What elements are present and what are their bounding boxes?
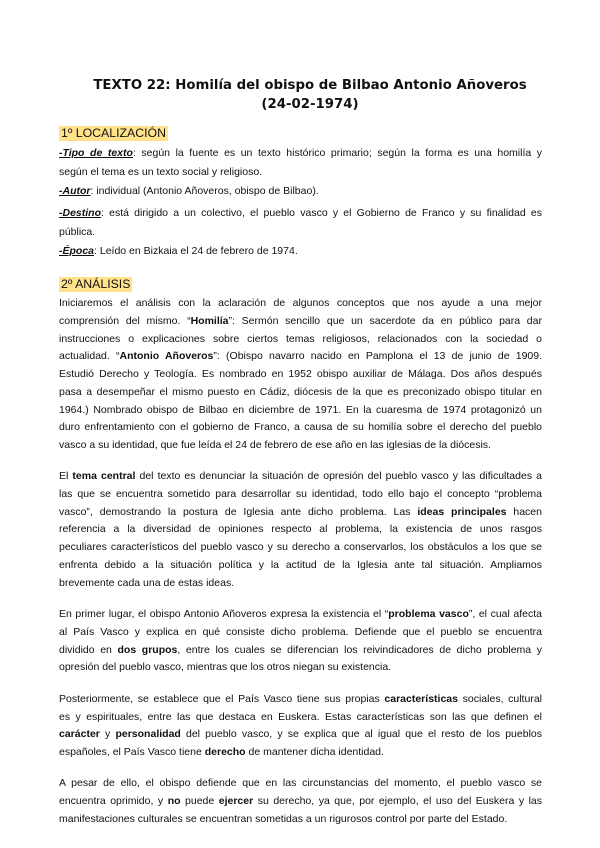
- p4-line: [59, 745, 542, 759]
- p3-line: [59, 643, 542, 657]
- loc-destino-line-2: pública.: [59, 226, 96, 238]
- text-span: del texto es denunciar la situación de opresión del pueblo vasco y las dificultades a: [135, 470, 542, 482]
- term-ejercer: ejercer: [218, 795, 254, 807]
- text-span: del pueblo vasco, y se explica que al igual que el resto de los pueblos: [180, 728, 542, 740]
- term-dos-grupos: dos grupos: [117, 644, 178, 656]
- p2-line: brevemente cada una de estas ideas.: [59, 577, 235, 589]
- term-derecho: derecho: [204, 746, 246, 758]
- p2-line: [59, 469, 542, 483]
- p3-line: al País Vasco y explica en qué consiste dicho problema. Defiende que el pueblo se encuentra: [59, 626, 542, 638]
- text-span: ”: (Obispo navarro nacido en Pamplona el 13 de junio de 1909.: [213, 350, 542, 362]
- p1-line: duro enfrentamiento con el gobierno de Franco, a causa de su homilía sobre el derecho del pueblo: [59, 421, 542, 433]
- loc-tipo-text: : según la fuente es un texto histórico primario; según la forma es una homilía y: [132, 147, 542, 159]
- term-no: no: [167, 795, 181, 807]
- loc-epoca-label: -Época: [59, 245, 95, 257]
- p1-line: [59, 314, 542, 328]
- p4-line: [59, 727, 542, 741]
- p5-line: A pesar de ello, el obispo defiende que en las circunstancias del momento, el pueblo vasco se: [59, 777, 542, 789]
- text-span: dividido en: [59, 644, 118, 656]
- loc-autor-label: -Autor: [59, 185, 91, 197]
- term-problema-vasco: problema vasco: [388, 608, 469, 620]
- p2-line: enfrenta debido a la situación política y la actitud de la Iglesia ante tal situación. Ampliamos: [59, 559, 542, 571]
- p1-line: 1964.) Nombrado obispo de Bilbao en diciembre de 1971. En la cuaresma de 1974 protagonizó un: [59, 404, 542, 416]
- p1-line: Estudió Derecho y Teología. Es nombrado en 1952 obispo auxiliar de Málaga. Dos años después: [59, 368, 542, 380]
- p1-line: [59, 349, 542, 363]
- term-tema-central: tema central: [72, 470, 136, 482]
- section-heading-analisis: 2º ANÁLISIS: [61, 277, 131, 291]
- p3-line: opresión del pueblo vasco, mientras que los otros niegan su existencia.: [59, 661, 392, 673]
- term-caracter: carácter: [59, 728, 100, 740]
- text-span: puede: [180, 795, 219, 807]
- p4-line: es y espirituales, entre las que destaca en Euskera. Estas características son las que definen el: [59, 711, 542, 723]
- p2-line: peculiares característicos del pueblo vasco y su derecho a conservarlos, los obstáculos a los que se: [59, 541, 542, 553]
- p4-line: [59, 692, 542, 706]
- p1-line: vasco a su identidad, que fue leída el 24 de febrero de ese año en las iglesias de la diócesis.: [59, 439, 491, 451]
- p2-line: referencia a la diversidad de opiniones respecto al problema, la existencia de unos rasgos: [59, 523, 542, 535]
- loc-autor-line: [59, 184, 542, 198]
- term-personalidad: personalidad: [115, 728, 181, 740]
- document-title: TEXTO 22: Homilía del obispo de Bilbao Antonio Añoveros: [93, 78, 527, 93]
- text-span: ”, el cual afecta: [468, 608, 542, 620]
- loc-epoca-line: [59, 244, 542, 258]
- term-homilia: Homilía: [190, 315, 229, 327]
- text-span: sociales, cultural: [457, 693, 542, 705]
- p1-line: Iniciaremos el análisis con la aclaración de algunos conceptos que nos ayude a una mejor: [59, 297, 542, 309]
- text-span: actualidad. “: [59, 350, 120, 362]
- p5-line: [59, 794, 542, 808]
- p1-line: pasa a desempeñar el mismo puesto en Cádiz, diócesis de la que es preconizado obispo titular en: [59, 386, 542, 398]
- text-span: de mantener dicha identidad.: [245, 746, 384, 758]
- term-ideas-principales: ideas principales: [417, 506, 507, 518]
- text-span: Posteriormente, se establece que el País Vasco tiene sus propias: [59, 693, 385, 705]
- text-span: su derecho, ya que, por ejemplo, el uso del Euskera y las: [253, 795, 542, 807]
- text-span: comprensión del mismo. “: [59, 315, 191, 327]
- text-span: y: [99, 728, 116, 740]
- text-span: vasco”, demostrando la postura de Iglesia ante dicho problema. Las: [59, 506, 418, 518]
- p5-line: manifestaciones culturales se encuentran sometidas a un rigurosos control por parte del Estado.: [59, 813, 508, 825]
- term-antonio-anoveros: Antonio Añoveros: [119, 350, 214, 362]
- text-span: españoles, el País Vasco tiene: [59, 746, 205, 758]
- section-heading-localizacion: 1º LOCALIZACIÓN: [61, 126, 166, 140]
- text-span: En primer lugar, el obispo Antonio Añoveros expresa la existencia el “: [59, 608, 389, 620]
- term-caracteristicas: características: [384, 693, 458, 705]
- p2-line: las que se encuentra sometido para desarrollar su identidad, todo ello bajo el concepto “problema: [59, 488, 542, 500]
- loc-destino-line: [59, 206, 542, 220]
- text-span: hacen: [506, 506, 542, 518]
- document-title-date: (24-02-1974): [261, 97, 359, 112]
- loc-tipo-line: [59, 146, 542, 160]
- p2-line: [59, 505, 542, 519]
- loc-destino-text: : está dirigido a un colectivo, el pueblo vasco y el Gobierno de Franco y su finalidad es: [101, 207, 542, 219]
- text-span: ”: Sermón sencillo que un sacerdote da en público para dar: [228, 315, 542, 327]
- loc-tipo-line-2: según el tema es un texto social y religioso.: [59, 166, 263, 178]
- p3-line: [59, 607, 542, 621]
- loc-epoca-text: : Leído en Bizkaia el 24 de febrero de 1974.: [94, 245, 298, 257]
- text-span: , entre los cuales se diferencian los reivindicadores de dicho problema y: [177, 644, 542, 656]
- p1-line: instrucciones o explicaciones sobre ciertos temas religiosos, relacionados con la sociedad o: [59, 333, 542, 345]
- loc-autor-text: : individual (Antonio Añoveros, obispo de Bilbao).: [90, 185, 319, 197]
- loc-tipo-label: -Tipo de texto: [59, 147, 133, 159]
- loc-destino-label: -Destino: [59, 207, 101, 219]
- text-span: encuentra oprimido, y: [59, 795, 168, 807]
- text-span: El: [59, 470, 73, 482]
